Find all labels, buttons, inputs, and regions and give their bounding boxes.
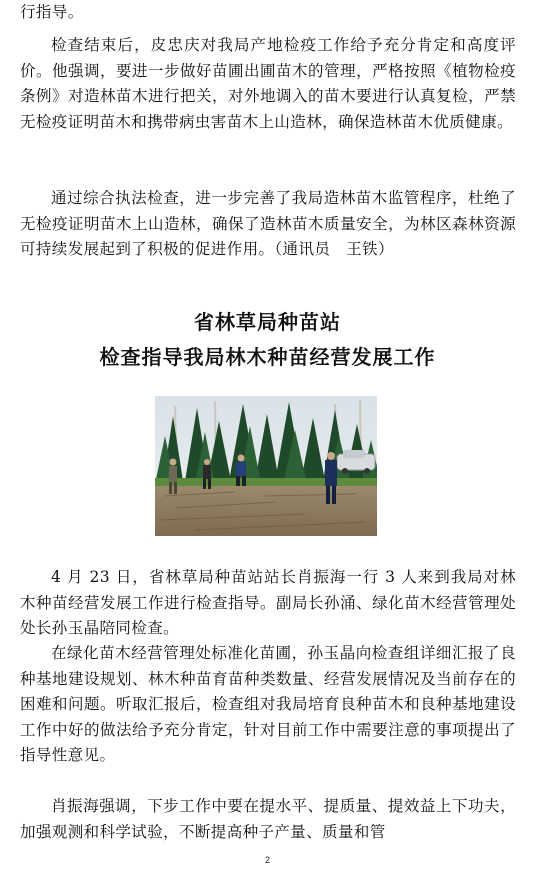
nursery-inspection-photo [155,396,377,536]
article1-tail-line: 行指导。 [20,3,84,21]
article1-paragraph-1: 检查结束后，皮忠庆对我局产地检疫工作给予充分肯定和高度评价。他强调，要进一步做好苗圃出圃苗木的管理，严格按照《植物检疫条例》对造林苗木进行把关，对外地调入的苗木要进行认真复检，严禁无检疫证明苗木和携带病虫害苗木上山造林，确保造林苗木优质健康。 [20,36,516,131]
article2-paragraph-1: 4 月 23 日，省林草局种苗站站长肖振海一行 3 人来到我局对林木种苗经营发展工作进行检查指导。副局长孙涌、绿化苗木经营管理处处长孙玉晶陪同检查。 [20,568,516,637]
article1-paragraph-2: 通过综合执法检查，进一步完善了我局造林苗木监管程序，杜绝了无检疫证明苗木上山造林，确保了造林苗木质量安全，为林区森林资源可持续发展起到了积极的促进作用。（通讯员 王铁） [20,189,516,258]
article2-title-line-1: 省林草局种苗站 [194,310,341,334]
page-number: 2 [264,855,270,865]
article2-title-line-2: 检查指导我局林木种苗经营发展工作 [99,345,436,369]
article2-paragraph-3: 肖振海强调，下步工作中要在提水平、提质量、提效益上下功夫，加强观测和科学试验，不断提高种子产量、质量和管 [20,797,516,841]
article2-paragraph-2: 在绿化苗木经营管理处标准化苗圃，孙玉晶向检查组详细汇报了良种基地建设规划、林木种苗育苗种类数量、经营发展情况及当前存在的困难和问题。听取汇报后，检查组对我局培育良种苗木和良种基地建设工作中好的做法给予充分肯定，针对目前工作中需要注意的事项提出了指导性意见。 [20,644,516,764]
